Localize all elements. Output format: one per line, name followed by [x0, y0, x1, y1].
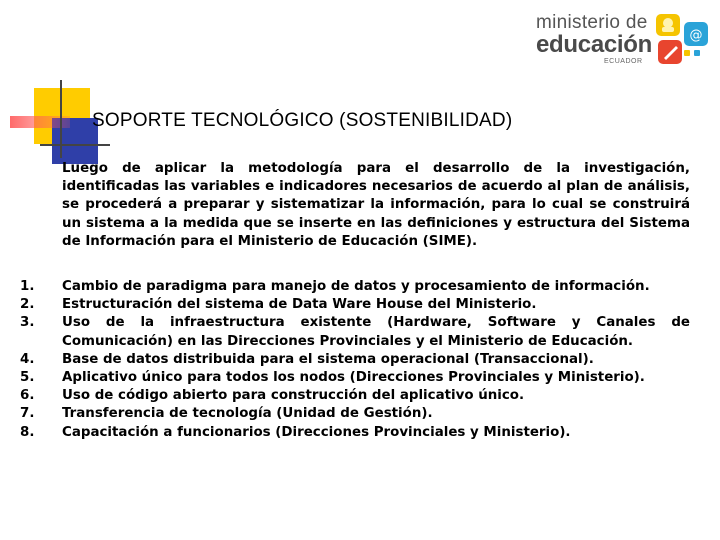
list-item	[20, 424, 690, 442]
list-item-number: 7.	[20, 406, 35, 422]
logo-line1: ministerio de	[536, 12, 648, 33]
intro-paragraph: Luego de aplicar la metodología para el desarrollo de la investigación, identificadas las variables e indicadores necesarios de acuerdo al plan de análisis, se procederá a preparar y sistematizar la información, para lo cual se construirá un sistema a la medida que se inserte en las definiciones y estructura del Sistema de Información para el Ministerio de Educación (SIME).	[62, 161, 690, 249]
page-title: SOPORTE TECNOLÓGICO (SOSTENIBILIDAD)	[92, 110, 513, 131]
list-item-number: 4.	[20, 351, 35, 367]
list-item-text: Capacitación a funcionarios (Direcciones Provinciales y Ministerio).	[62, 424, 571, 440]
list-item	[20, 314, 690, 350]
list-item-number: 5.	[20, 370, 35, 386]
list-item-number: 3.	[20, 315, 35, 331]
list-item	[20, 405, 690, 423]
list-item-text: Base de datos distribuida para el sistema operacional (Transaccional).	[62, 351, 594, 367]
list-item-number: 8.	[20, 424, 35, 440]
numbered-list	[20, 278, 690, 442]
list-item-text: Uso de código abierto para construcción del aplicativo único.	[62, 388, 525, 404]
list-item-text: Aplicativo único para todos los nodos (Direcciones Provinciales y Ministerio).	[62, 370, 645, 386]
list-item	[20, 369, 690, 387]
list-item	[20, 278, 690, 296]
list-item	[20, 387, 690, 405]
ministry-logo	[530, 8, 710, 66]
list-item-text: Estructuración del sistema de Data Ware House del Ministerio.	[62, 297, 537, 313]
logo-country: ECUADOR	[604, 58, 643, 65]
list-item	[20, 296, 690, 314]
logo-emblem-icon	[654, 12, 710, 68]
svg-text:@: @	[689, 28, 703, 43]
list-item	[20, 351, 690, 369]
list-item-text: Uso de la infraestructura existente (Hardware, Software y Canales de Comunicación) en las Direcciones Provinciales y el Ministerio de Educación.	[62, 315, 690, 349]
decor-vertical-line	[60, 80, 62, 158]
list-item-number: 2.	[20, 297, 35, 313]
decor-horizontal-line	[40, 144, 110, 146]
list-item-number: 1.	[20, 279, 35, 294]
list-item-text: Cambio de paradigma para manejo de datos y procesamiento de información.	[62, 279, 650, 294]
logo-line2: educación	[536, 31, 652, 58]
list-item-text: Transferencia de tecnología (Unidad de Gestión).	[62, 406, 433, 422]
list-item-number: 6.	[20, 388, 35, 404]
